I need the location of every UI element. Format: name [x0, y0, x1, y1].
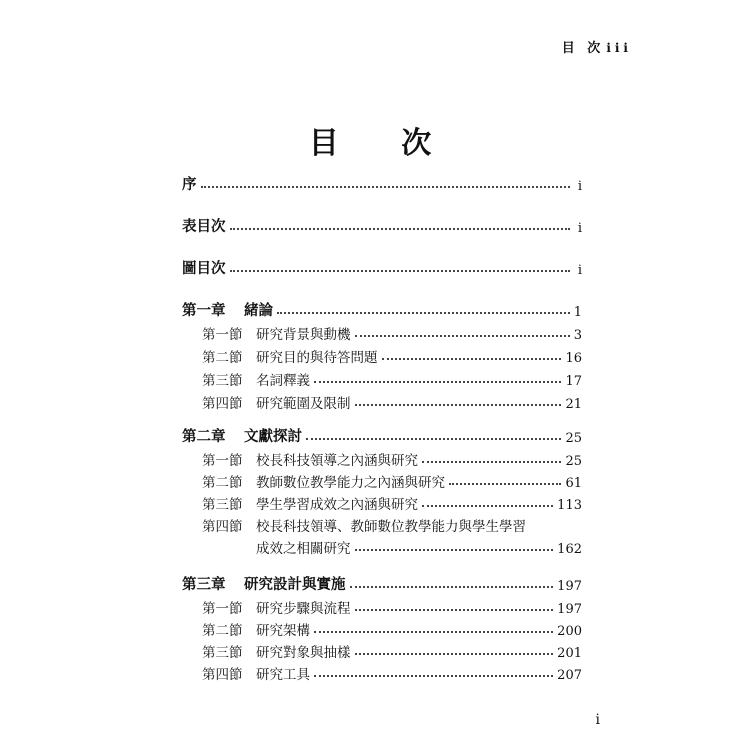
toc-section-2-1[interactable] [202, 447, 582, 469]
entry-page: i [577, 263, 582, 278]
chapter-page: 197 [557, 579, 582, 594]
toc-section-2-4[interactable] [202, 513, 582, 535]
section-title: 研究目的與待答問題 [256, 350, 378, 366]
running-header [562, 37, 632, 56]
section-number: 第二節 [202, 350, 243, 366]
page-title: 目 次 [308, 126, 458, 161]
dot-leader [355, 335, 570, 337]
section-title-continuation: 成效之相關研究 [256, 541, 351, 557]
toc-section-3-2[interactable] [202, 617, 582, 639]
dot-leader [230, 270, 571, 272]
section-page: 3 [573, 328, 582, 343]
toc-section-3-3[interactable] [202, 639, 582, 661]
section-title: 校長科技領導之內涵與研究 [256, 453, 418, 469]
dot-leader [314, 381, 561, 383]
page-number: i [595, 712, 600, 728]
toc-section-1-3[interactable] [202, 367, 582, 389]
entry-page: i [577, 179, 582, 194]
section-page: 207 [557, 668, 582, 683]
section-title: 研究背景與動機 [256, 327, 351, 343]
section-page: 61 [565, 476, 582, 491]
section-page: 17 [565, 374, 582, 389]
section-page: 16 [565, 351, 582, 366]
section-page: 201 [557, 646, 582, 661]
section-number: 第一節 [202, 453, 243, 469]
section-number: 第三節 [202, 497, 243, 513]
dot-leader [449, 483, 561, 485]
chapter-title: 緒論 [244, 302, 273, 319]
section-number: 第三節 [202, 645, 243, 661]
section-title: 研究架構 [256, 623, 310, 639]
toc-section-3-1[interactable] [202, 595, 582, 617]
toc-section-1-2[interactable] [202, 344, 582, 366]
section-page: 21 [565, 397, 582, 412]
toc-section-1-4[interactable] [202, 390, 582, 412]
section-page: 113 [557, 498, 582, 513]
dot-leader [355, 609, 554, 611]
entry-title: 圖目次 [182, 260, 226, 277]
section-number: 第一節 [202, 601, 243, 617]
dot-leader [230, 228, 571, 230]
dot-leader [355, 549, 554, 551]
dot-leader [306, 438, 561, 440]
chapter-title: 研究設計與實施 [244, 576, 346, 593]
dot-leader [355, 653, 554, 655]
chapter-number: 第一章 [182, 302, 226, 319]
toc-chapter-2[interactable] [182, 424, 582, 446]
section-title: 教師數位教學能力之內涵與研究 [256, 475, 445, 491]
header-text: 目 次 [561, 41, 605, 56]
section-title: 校長科技領導、教師數位教學能力與學生學習 [256, 519, 526, 535]
section-title: 學生學習成效之內涵與研究 [256, 497, 418, 513]
section-title: 研究工具 [256, 667, 310, 683]
dot-leader [350, 586, 554, 588]
dot-leader [314, 631, 553, 633]
section-number: 第三節 [202, 373, 243, 389]
toc-section-2-3[interactable] [202, 491, 582, 513]
toc-chapter-1[interactable] [182, 298, 582, 320]
dot-leader [277, 312, 570, 314]
toc-section-2-4-continuation[interactable] [256, 535, 582, 557]
entry-title: 表目次 [182, 218, 226, 235]
dot-leader [422, 461, 561, 463]
chapter-page: 25 [565, 431, 582, 446]
section-page: 25 [565, 454, 582, 469]
section-page: 197 [557, 602, 582, 617]
dot-leader [201, 186, 571, 188]
dot-leader [382, 358, 562, 360]
header-mark: iii [606, 41, 632, 55]
entry-title: 序 [182, 176, 197, 193]
chapter-number: 第二章 [182, 428, 226, 445]
section-title: 名詞釋義 [256, 373, 310, 389]
section-page: 200 [557, 624, 582, 639]
toc-chapter-3[interactable] [182, 572, 582, 594]
toc-entry-preface[interactable] [182, 172, 582, 194]
section-number: 第四節 [202, 667, 243, 683]
section-number: 第二節 [202, 475, 243, 491]
section-number: 第二節 [202, 623, 243, 639]
dot-leader [314, 675, 553, 677]
chapter-number: 第三章 [182, 576, 226, 593]
section-title: 研究範圍及限制 [256, 396, 351, 412]
section-number: 第一節 [202, 327, 243, 343]
section-title: 研究對象與抽樣 [256, 645, 351, 661]
dot-leader [355, 404, 562, 406]
toc-section-2-2[interactable] [202, 469, 582, 491]
section-number: 第四節 [202, 519, 243, 535]
chapter-page: 1 [573, 305, 582, 320]
toc-entry-list-of-tables[interactable] [182, 214, 582, 236]
toc-section-1-1[interactable] [202, 321, 582, 343]
dot-leader [422, 505, 553, 507]
chapter-title: 文獻探討 [244, 428, 302, 445]
toc-entry-list-of-figures[interactable] [182, 256, 582, 278]
section-number: 第四節 [202, 396, 243, 412]
section-page: 162 [557, 542, 582, 557]
entry-page: i [577, 221, 582, 236]
toc-section-3-4[interactable] [202, 661, 582, 683]
section-title: 研究步驟與流程 [256, 601, 351, 617]
